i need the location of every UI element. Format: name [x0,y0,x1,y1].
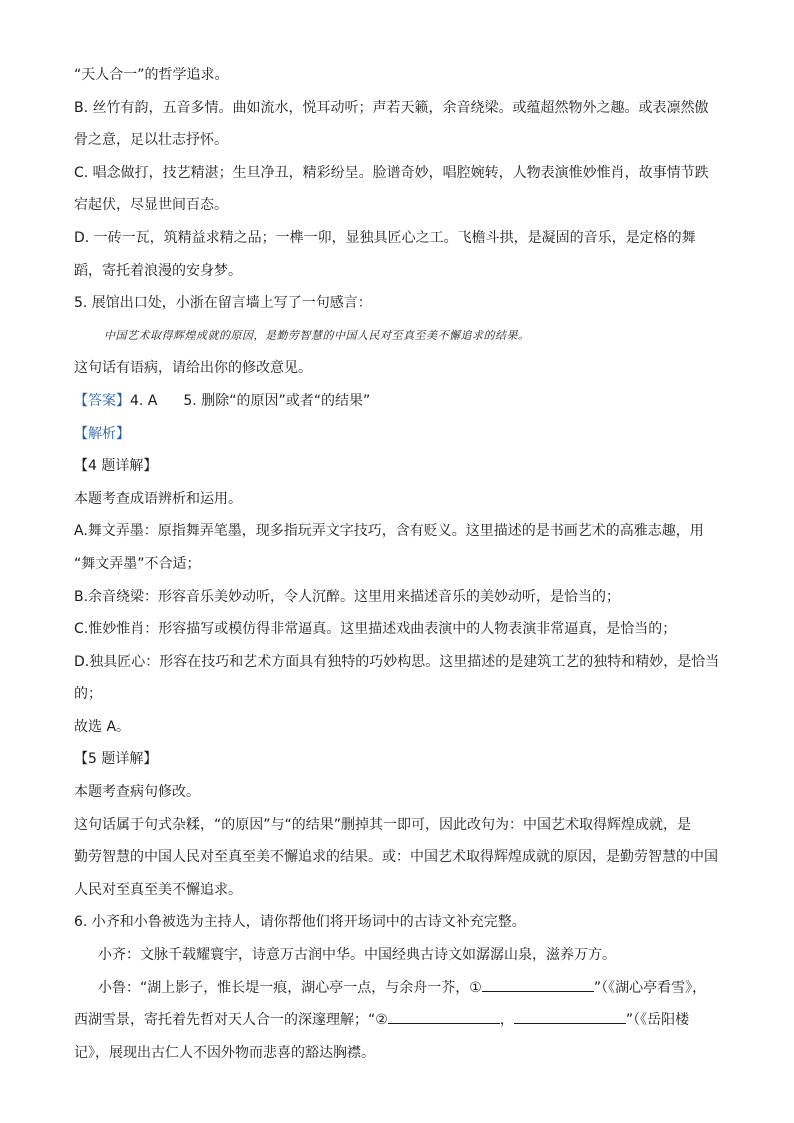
handwritten-quote: 中国艺术取得辉煌成就的原因，是勤劳智慧的中国人民对至真至美不懈追求的结果。 [104,328,530,342]
host-xiaoqi-line: 小齐：文脉千载耀寰宇，诗意万古润中华。中国经典古诗文如潺潺山泉，滋养万方。 [98,947,616,964]
option-d-line: D. 一砖一瓦，筑精益求精之品；一榫一卯，显独具匠心之工。飞檐斗拱，是凝固的音乐，是定格的舞 [74,229,696,246]
explain-a: A.舞文弄墨：原指舞弄笔墨，现多指玩弄文字技巧，含有贬义。这里描述的是书画艺术的高雅志趣，用 [74,523,704,540]
text-line: “舞文弄墨”不合适； [74,555,201,572]
text-line: 蹈，寄托着浪漫的安身梦。 [74,262,242,279]
text-line: 骨之意，足以壮志抒怀。 [74,132,228,149]
fill-blank-2b[interactable] [514,1007,626,1024]
question-5: 5. 展馆出口处，小浙在留言墙上写了一句感言： [74,295,372,312]
text-segment: ”（《岳阳楼 [625,1012,690,1029]
text-segment: 小鲁：“湖上影子，惟长堤一痕，湖心亭一点，与余舟一芥，① [98,979,482,996]
section-heading-4: 【4 题详解】 [74,458,158,475]
text-segment: ”（《湖心亭看雪》， [593,979,707,996]
fill-blank-1[interactable] [482,975,594,992]
document-page [74,62,734,1072]
answer-tag: 【答案】 [74,392,130,409]
answer-5: 5. 删除“的原因”或者“的结果” [183,392,371,409]
explain-b: B.余音绕梁：形容音乐美妙动听，令人沉醉。这里用来描述音乐的美妙动听，是恰当的； [74,588,621,605]
question-6: 6. 小齐和小鲁被选为主持人，请你帮他们将开场词中的古诗文补充完整。 [74,914,526,931]
text-line [74,1007,734,1033]
option-b-line: B. 丝竹有韵，五音多情。曲如流水，悦耳动听；声若天籁，余音绕梁。或蕴超然物外之趣。或表凛然傲 [74,99,709,116]
text-line: 本题考查成语辨析和运用。 [74,490,242,507]
text-line: 这句话属于句式杂糅，“的原因”与“的结果”删掉其一即可，因此改句为：中国艺术取得辉煌成就，是 [74,816,692,833]
text-line: 本题考查病句修改。 [74,784,200,801]
text-line: 人民对至真至美不懈追求。 [74,881,242,898]
text-line: 记》，展现出古仁人不因外物而悲喜的豁达胸襟。 [74,1044,375,1061]
answer-line [74,388,734,414]
text-line: 宕起伏，尽显世间百态。 [74,197,228,214]
section-heading-5: 【5 题详解】 [74,751,158,768]
analysis-tag: 【解析】 [74,425,130,442]
option-c-line: C. 唱念做打，技艺精湛；生旦净丑，精彩纷呈。脸谱奇妙，唱腔婉转，人物表演惟妙惟肖，故事情节跌 [74,164,709,181]
host-xiaolu-line [74,975,734,1001]
text-line: “天人合一”的哲学追求。 [74,67,229,83]
text-line: 的； [74,686,102,703]
text-segment: 西湖雪景，寄托着先哲对天人合一的深邃理解；“② [74,1012,388,1029]
conclusion-line: 故选 A。 [74,718,131,735]
text-segment: ， [499,1012,514,1029]
fill-blank-2a[interactable] [388,1007,500,1024]
explain-d: D.独具匠心：形容在技巧和艺术方面具有独特的巧妙构思。这里描述的是建筑工艺的独特和精妙，是恰当 [74,653,720,670]
text-line: 这句话有语病，请给出你的修改意见。 [74,360,312,377]
text-line: 勤劳智慧的中国人民对至真至美不懈追求的结果。或：中国艺术取得辉煌成就的原因，是勤劳智慧的中国 [74,849,718,866]
answer-4: 4. A [130,392,158,409]
explain-c: C.惟妙惟肖：形容描写或模仿得非常逼真。这里描述戏曲表演中的人物表演非常逼真，是恰当的； [74,621,677,638]
